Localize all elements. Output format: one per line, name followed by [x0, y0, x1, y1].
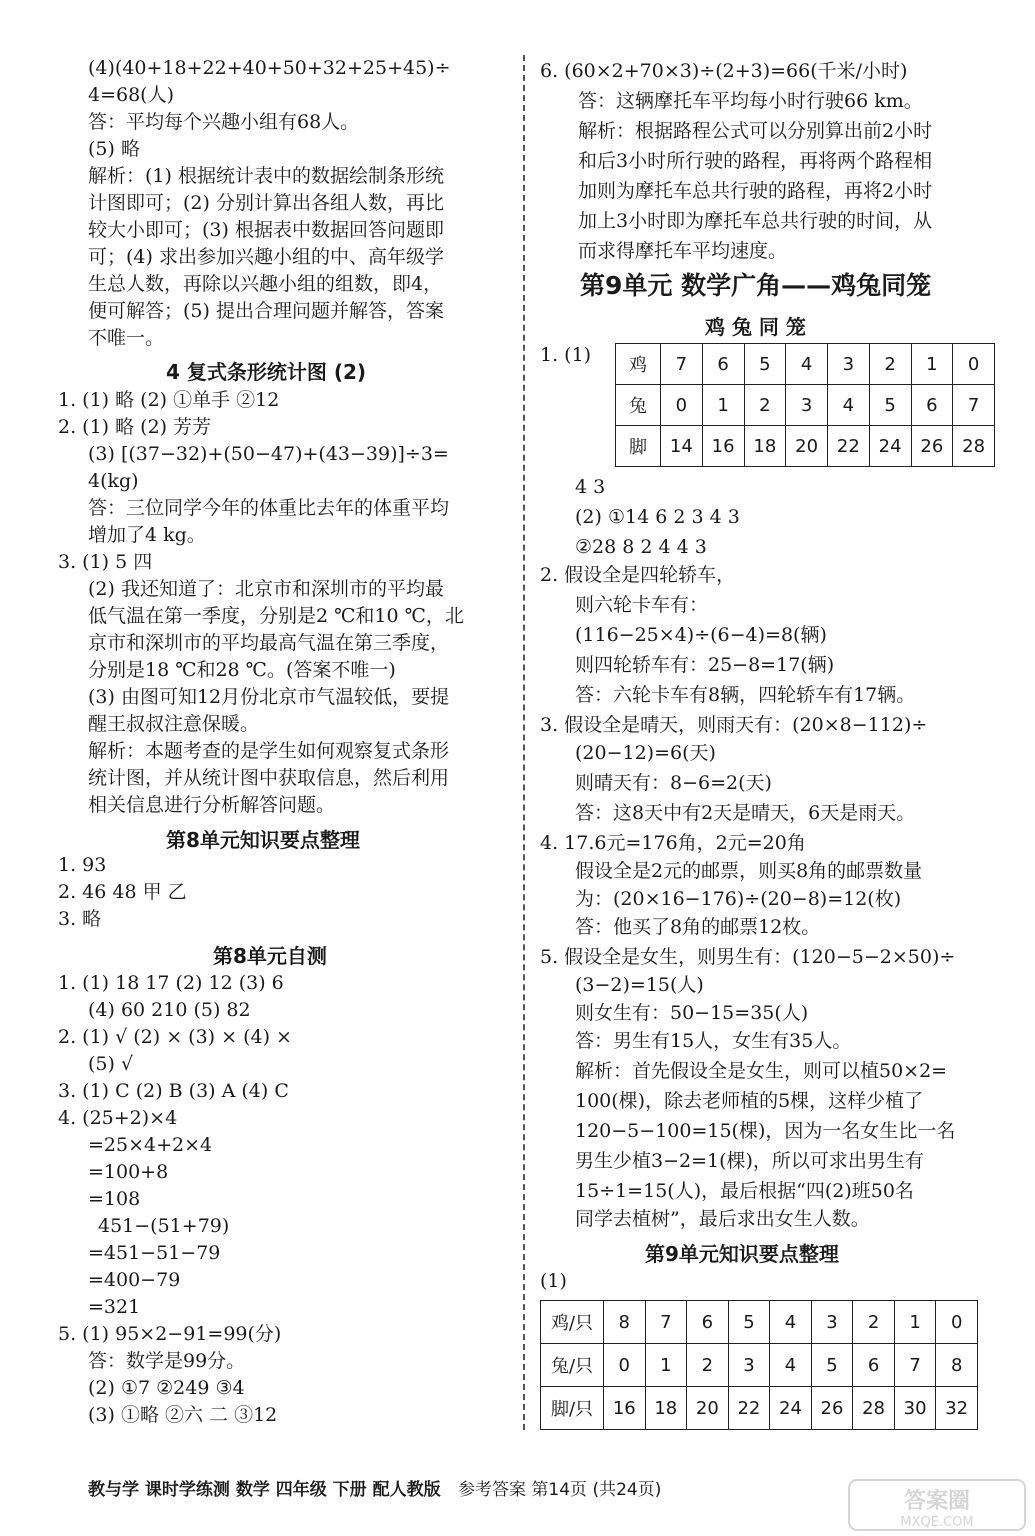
table-cell: 0 — [953, 344, 995, 385]
answer-line: (4) 60 210 (5) 82 — [88, 999, 251, 1021]
analysis-line: 而求得摩托车平均速度。 — [578, 240, 788, 262]
table-cell: 4 — [770, 1344, 812, 1387]
table-cell: 5 — [728, 1301, 770, 1344]
row-label: 鸡 — [616, 344, 661, 385]
row-label: 兔 — [616, 385, 661, 426]
table-cell: 5 — [811, 1344, 853, 1387]
table-cell: 6 — [687, 1301, 729, 1344]
table-cell: 7 — [953, 385, 995, 426]
table-cell: 20 — [786, 426, 828, 467]
table-cell: 26 — [911, 426, 953, 467]
answer-line: 答：这8天中有2天是晴天，6天是雨天。 — [575, 802, 916, 824]
answer-line: 4(kg) — [88, 470, 139, 492]
row-label: 鸡/只 — [541, 1301, 604, 1344]
table-cell: 7 — [645, 1301, 687, 1344]
answer-line: 则女生有：50−15=35(人) — [575, 1002, 809, 1024]
answer-line: 答：六轮卡车有8辆，四轮轿车有17辆。 — [575, 684, 916, 706]
table-cell: 4 — [828, 385, 870, 426]
watermark-url: MXQE.COM — [900, 1515, 974, 1530]
analysis-line: 同学去植树”，最后求出女生人数。 — [575, 1208, 870, 1230]
answer-line: 1. 93 — [58, 854, 107, 876]
table-row — [616, 426, 995, 467]
table-cell: 6 — [702, 344, 744, 385]
answer-line: =25×4+2×4 — [88, 1134, 213, 1156]
table-cell: 26 — [811, 1387, 853, 1430]
table-cell: 24 — [869, 426, 911, 467]
answer-line: ②28 8 2 4 4 3 — [575, 536, 707, 558]
answer-line: 3. (1) C (2) B (3) A (4) C — [58, 1080, 289, 1102]
analysis-line: 不唯一。 — [88, 327, 165, 349]
analysis-line: 解析：根据路程公式可以分别算出前2小时 — [578, 120, 933, 142]
table-cell: 4 — [786, 344, 828, 385]
table-cell: 3 — [828, 344, 870, 385]
answer-line: 答：平均每个兴趣小组有68人。 — [88, 111, 360, 133]
answer-line: 1. (1) 略 (2) ①单手 ②12 — [58, 389, 280, 411]
table-cell: 5 — [744, 344, 786, 385]
answer-line: =400−79 — [88, 1269, 181, 1291]
question-label: (1) — [540, 1270, 567, 1292]
answer-line: 分别是18 ℃和28 ℃。(答案不唯一) — [88, 659, 396, 681]
analysis-line: 相关信息进行分析解答问题。 — [88, 794, 336, 816]
answer-line: 5. 假设全是女生，则男生有：(120−5−2×50)÷ — [540, 946, 956, 968]
answer-line: 为：(20×16−176)÷(20−8)=12(枚) — [575, 888, 902, 910]
analysis-line: 可；(4) 求出参加兴趣小组的中、高年级学 — [88, 246, 444, 268]
table-cell: 7 — [661, 344, 703, 385]
table-cell: 3 — [786, 385, 828, 426]
answer-line: 5. (1) 95×2−91=99(分) — [58, 1323, 282, 1345]
table-cell: 32 — [936, 1387, 978, 1430]
table-cell: 3 — [811, 1301, 853, 1344]
table-cell: 3 — [728, 1344, 770, 1387]
answer-line: 答：数学是99分。 — [88, 1350, 246, 1372]
summary-table — [540, 1300, 978, 1430]
answer-line: 3. 略 — [58, 908, 102, 930]
table-cell: 0 — [661, 385, 703, 426]
column-divider — [523, 55, 525, 1430]
section-title: 4 复式条形统计图 (2) — [166, 360, 367, 384]
answer-line: 2. 假设全是四轮轿车， — [540, 564, 736, 586]
analysis-line: 解析：(1) 根据统计表中的数据绘制条形统 — [88, 165, 444, 187]
answer-line: 则六轮卡车有： — [575, 594, 709, 616]
answer-line: =321 — [88, 1296, 141, 1318]
table-cell: 0 — [936, 1301, 978, 1344]
table-cell: 30 — [894, 1387, 936, 1430]
analysis-line: 120−5−100=15(棵)，因为一名女生比一名 — [575, 1120, 956, 1142]
table-cell: 1 — [894, 1301, 936, 1344]
table-cell: 2 — [744, 385, 786, 426]
table-cell: 8 — [936, 1344, 978, 1387]
answer-line: 2. (1) √ (2) × (3) × (4) × — [58, 1026, 292, 1048]
table-row — [541, 1387, 978, 1430]
answer-line: (3) ①略 ②六 二 ③12 — [88, 1404, 278, 1426]
table-cell: 8 — [604, 1301, 646, 1344]
answer-line: =451−51−79 — [88, 1242, 221, 1264]
answer-line: 451−(51+79) — [98, 1215, 230, 1237]
answer-line: 答：他买了8角的邮票12枚。 — [575, 916, 821, 938]
answer-line: (2) 我还知道了：北京市和深圳市的平均最 — [88, 578, 444, 600]
table-cell: 2 — [853, 1301, 895, 1344]
answer-line: (4)(40+18+22+40+50+32+25+45)÷ — [88, 57, 451, 79]
table-cell: 18 — [645, 1387, 687, 1430]
table-cell: 16 — [702, 426, 744, 467]
table-cell: 1 — [702, 385, 744, 426]
table-cell: 2 — [869, 344, 911, 385]
watermark-logo — [847, 1476, 1027, 1532]
table-cell: 1 — [645, 1344, 687, 1387]
table-cell: 20 — [687, 1387, 729, 1430]
footer-page: 参考答案 第14页 (共24页) — [458, 1480, 662, 1500]
table-row — [616, 385, 995, 426]
table-cell: 7 — [894, 1344, 936, 1387]
answer-line: 3. (1) 5 四 — [58, 551, 153, 573]
section-title: 鸡 兔 同 笼 — [705, 315, 806, 339]
analysis-line: 加上3小时即为摩托车总共行驶的时间，从 — [578, 210, 933, 232]
table-cell: 4 — [770, 1301, 812, 1344]
answer-line: (5) √ — [88, 1053, 134, 1075]
answer-line: 3. 假设全是晴天，则雨天有：(20×8−112)÷ — [540, 714, 928, 736]
answer-line: 4=68(人) — [88, 84, 175, 106]
footer-brand: 教与学 课时学练测 数学 四年级 下册 配人教版 — [88, 1480, 441, 1500]
section-title: 第8单元知识要点整理 — [166, 828, 360, 852]
table-cell: 5 — [869, 385, 911, 426]
answer-line: 4 3 — [575, 476, 606, 498]
table-cell: 14 — [661, 426, 703, 467]
answer-line: 2. 46 48 甲 乙 — [58, 881, 187, 903]
chicken-rabbit-table — [615, 343, 995, 467]
section-title: 第8单元自测 — [213, 944, 327, 968]
unit-title: 第9单元 数学广角——鸡兔同笼 — [580, 271, 932, 300]
table-cell: 0 — [604, 1344, 646, 1387]
analysis-line: 男生少植3−2=1(棵)，所以可求出男生有 — [575, 1150, 924, 1172]
analysis-line: 计图即可；(2) 分别计算出各组人数，再比 — [88, 192, 444, 214]
analysis-line: 解析：本题考查的是学生如何观察复式条形 — [88, 740, 450, 762]
answer-line: 6. (60×2+70×3)÷(2+3)=66(千米/小时) — [540, 60, 908, 82]
answer-line: (3) [(37−32)+(50−47)+(43−39)]÷3= — [88, 443, 449, 465]
answer-line: 京市和深圳市的平均最高气温在第三季度， — [88, 632, 450, 654]
answer-line: 4. 17.6元=176角，2元=20角 — [540, 832, 806, 854]
answer-line: 答：这辆摩托车平均每小时行驶66 km。 — [578, 90, 923, 112]
table-cell: 2 — [687, 1344, 729, 1387]
answer-line: 低气温在第一季度，分别是2 ℃和10 ℃，北 — [88, 605, 464, 627]
analysis-line: 较大小即可；(3) 根据表中数据回答问题即 — [88, 219, 444, 241]
row-label: 脚 — [616, 426, 661, 467]
answer-line: 假设全是2元的邮票，则买8角的邮票数量 — [575, 860, 923, 882]
answer-line: 答：男生有15人，女生有35人。 — [575, 1030, 852, 1052]
table-cell: 22 — [728, 1387, 770, 1430]
table-cell: 24 — [770, 1387, 812, 1430]
answer-line: (5) 略 — [88, 138, 140, 160]
answer-line: (3) 由图可知12月份北京市气温较低，要提 — [88, 686, 450, 708]
answer-line: 4. (25+2)×4 — [58, 1107, 178, 1129]
analysis-line: 生总人数，再除以兴趣小组的组数，即4， — [88, 273, 443, 295]
answer-line: =108 — [88, 1188, 141, 1210]
answer-line: 则晴天有：8−6=2(天) — [575, 772, 772, 794]
row-label: 兔/只 — [541, 1344, 604, 1387]
table-cell: 28 — [953, 426, 995, 467]
page-footer — [88, 1475, 661, 1500]
table-cell: 16 — [604, 1387, 646, 1430]
answer-line: =100+8 — [88, 1161, 169, 1183]
analysis-line: 100(棵)，除去老师植的5棵，这样少植了 — [575, 1090, 924, 1112]
analysis-line: 便可解答；(5) 提出合理问题并解答，答案 — [88, 300, 444, 322]
question-label: 1. (1) — [540, 344, 592, 366]
answer-line: 答：三位同学今年的体重比去年的体重平均 — [88, 497, 450, 519]
table-cell: 18 — [744, 426, 786, 467]
answer-line: (20−12)=6(天) — [575, 742, 716, 764]
analysis-line: 解析：首先假设全是女生，则可以植50×2= — [575, 1060, 948, 1082]
answer-line: 增加了4 kg。 — [88, 524, 206, 546]
table-cell: 6 — [911, 385, 953, 426]
table-row — [541, 1344, 978, 1387]
table-cell: 28 — [853, 1387, 895, 1430]
table-row — [541, 1301, 978, 1344]
answer-line: 则四轮轿车有：25−8=17(辆) — [575, 654, 835, 676]
analysis-line: 和后3小时所行驶的路程，再将两个路程相 — [578, 150, 933, 172]
answer-line: 2. (1) 略 (2) 芳芳 — [58, 416, 212, 438]
analysis-line: 15÷1=15(人)，最后根据“四(2)班50名 — [575, 1180, 914, 1202]
row-label: 脚/只 — [541, 1387, 604, 1430]
answer-line: (3−2)=15(人) — [575, 974, 704, 996]
table-cell: 22 — [828, 426, 870, 467]
section-title: 第9单元知识要点整理 — [645, 1242, 839, 1266]
answer-line: 醒王叔叔注意保暖。 — [88, 713, 260, 735]
analysis-line: 统计图，并从统计图中获取信息，然后利用 — [88, 767, 450, 789]
table-cell: 1 — [911, 344, 953, 385]
watermark-text: 答案圈 — [903, 1489, 971, 1514]
analysis-line: 加则为摩托车总共行驶的路程，再将2小时 — [578, 180, 933, 202]
answer-line: (116−25×4)÷(6−4)=8(辆) — [575, 624, 827, 646]
answer-line: (2) ①14 6 2 3 4 3 — [575, 506, 740, 528]
answer-line: 1. (1) 18 17 (2) 12 (3) 6 — [58, 972, 284, 994]
table-row — [616, 344, 995, 385]
answer-line: (2) ①7 ②249 ③4 — [88, 1377, 245, 1399]
table-cell: 6 — [853, 1344, 895, 1387]
